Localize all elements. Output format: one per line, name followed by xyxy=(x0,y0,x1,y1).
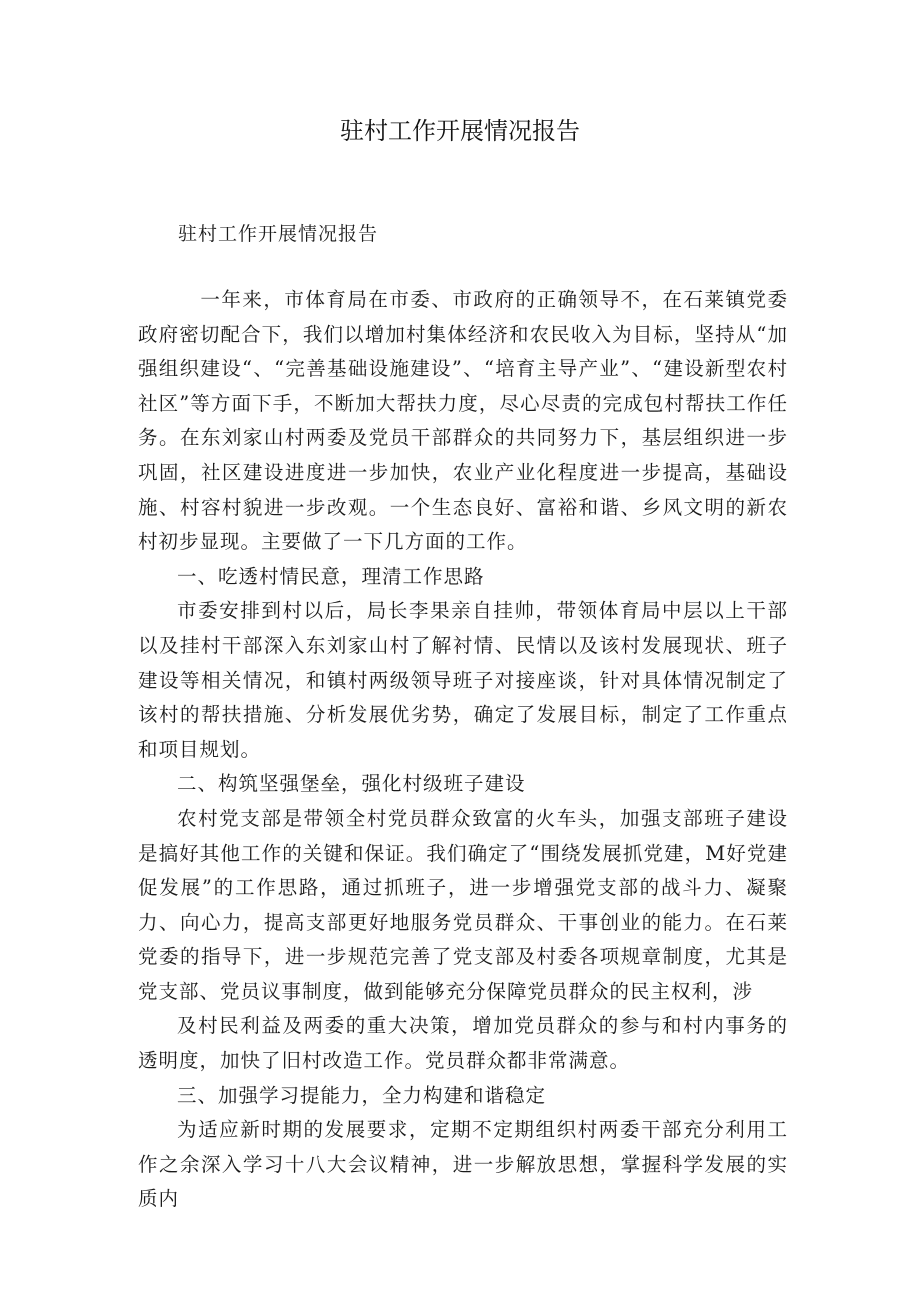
section-heading-1: 一、吃透村情民意，理清工作思路 xyxy=(177,564,485,588)
intro-paragraph: 一年来，市体育局在市委、市政府的正确领导不，在石莱镇党委政府密切配合下，我们以增加村集体经济和农民收入为目标，坚持从“加强组织建设“、“完善基础设施建设”、“培育主导产业”、“建设新型农村社区”等方面下手，不断加大帮扶力度，尽心尽责的完成包村帮扶工作任务。在东刘家山村两委及党员干部群众的共同努力下，基层组织进一步巩固，社区建设进度进一步加快，农业产业化程度进一步提高，基础设施、村容村貌进一步改观。一个生态良好、富裕和谐、乡风文明的新农村初步显现。主要做了一下几方面的工作。 xyxy=(138,288,788,554)
section-2-paragraph: 农村党支部是带领全村党员群众致富的火车头，加强支部班子建设是搞好其他工作的关键和保证。我们确定了“围绕发展抓党建，M好党建促发展”的工作思路，通过抓班子，进一步增强党支部的战斗力、凝聚力、向心力，提高支部更好地服务党员群众、干事创业的能力。在石莱党委的指导下，进一步规范完善了党支部及村委各项规章制度，尤其是党支部、党员议事制度，做到能够充分保障党员群众的民主权利，涉 xyxy=(138,806,788,1003)
section-2-paragraph-continued: 及村民利益及两委的重大决策，增加党员群众的参与和村内事务的透明度，加快了旧村改造工作。党员群众都非常满意。 xyxy=(138,1014,788,1073)
document-subtitle: 驻村工作开展情况报告 xyxy=(178,223,379,245)
section-3-paragraph: 为适应新时期的发展要求，定期不定期组织村两委干部充分利用工作之余深入学习十八大会议精神，进一步解放思想，掌握科学发展的实质内 xyxy=(138,1118,788,1211)
section-1-paragraph: 市委安排到村以后，局长李果亲自挂帅，带领体育局中层以上干部以及挂村干部深入东刘家山村了解衬情、民情以及该村发展现状、班子建设等相关情况，和镇村两级领导班子对接座谈，针对具体情况制定了该村的帮扶措施、分析发展优劣势，确定了发展目标，制定了工作重点和项目规划。 xyxy=(138,599,788,761)
section-heading-3: 三、加强学习提能力，全力构建和谐稳定 xyxy=(177,1083,547,1107)
document-title: 驻村工作开展情况报告 xyxy=(340,117,580,145)
section-heading-2: 二、构筑坚强堡垒，强化村级班子建设 xyxy=(177,772,526,796)
document-body xyxy=(138,283,788,1217)
